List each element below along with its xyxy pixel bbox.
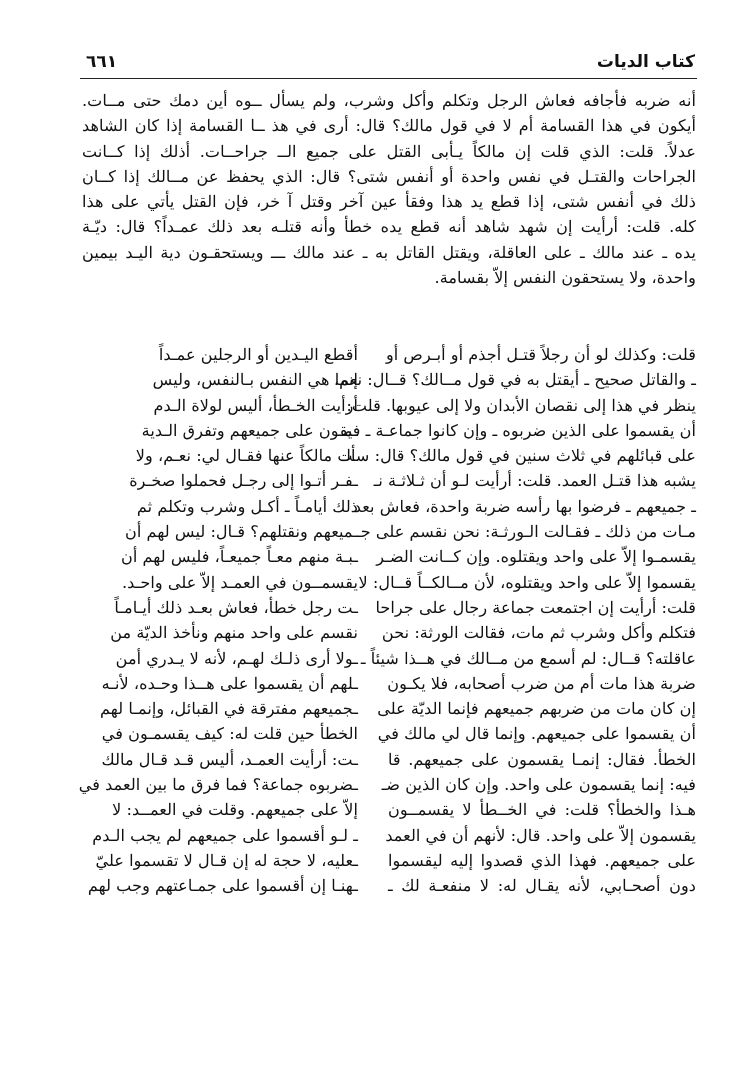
text-line: كله. قلت: أرأيت إن شهد شاهد أنه قطع يده خطأ وأنه قتلـه بعد ذلك عمـداً؟ قال: ديّـة xyxy=(82,217,696,237)
header-divider xyxy=(80,78,697,79)
full-width-paragraph xyxy=(82,88,696,290)
text-line: ـت رجل خطأ، فعاش بعـد ذلك أيـامـاً xyxy=(114,597,358,617)
text-line: ـجميعهم مفترقة في القبائل، وإنمـا لهم xyxy=(100,699,358,719)
text-line: الخطأ. فقال: إنمـا يقسمون على جميعهم. قا xyxy=(388,749,696,769)
text-line: واحدة، ولا يستحقون النفس إلاّ بقسامة. xyxy=(434,268,696,288)
text-line: إلاّ على جميعهم. وقلت في العمــد: لا xyxy=(112,800,358,820)
text-line: أيكون في هذا القسامة أم لا في قول مالك؟ قال: أرى في هذ ــا القسامة إذا كان الشاهد xyxy=(82,116,696,136)
text-line: ـمـون على جميعهم وتفرق الـدية xyxy=(141,420,358,440)
right-column xyxy=(333,342,696,899)
text-line: ـعليه، لا حجة له إن قـال لا تقسموا عليّ xyxy=(95,850,358,870)
text-line: يشبه هذا قتـل العمد. قلت: أرأيت لـو أن ثـلاثـة نـ xyxy=(373,471,696,491)
text-line: يقسمون إلاّ على واحد. قال: لأنهم أن في العمد xyxy=(385,825,696,845)
text-line: يقسمـوا إلاّ على واحد ويقتلوه. وإن كــانت الضـر xyxy=(376,547,696,567)
text-line: أنه ضربه فأجافه فعاش الرجل وتكلم وأكل وشرب، ولم يسأل ــوه أين دمك حتى مــات. xyxy=(82,91,696,110)
text-line: أن يقسموا على جميعهم. وإنما قال لي مالك في xyxy=(377,724,696,744)
text-line: ـ والقاتل صحيح ـ أيقتل به في قول مــالك؟ قــال: نعم، xyxy=(333,370,696,390)
text-line: فيه: إنما يقسمون على واحد. وإن كان الذين ضـ xyxy=(381,775,696,795)
text-line: إن كان مات من ضربهم جميعهم فإنما الديّة على xyxy=(377,699,696,719)
text-line: الجراحات والقتـل في نفس واحدة أو أنفس شتى؟ قال: الذي يحفظ عن مــالك إذا كــان xyxy=(82,166,696,186)
text-line: على جميعهم. فهذا الذي قصدوا إليه ليقسموا xyxy=(388,850,696,870)
text-line: ـلهم أن يقسموا على هــذا وحـده، لأنـه xyxy=(101,673,358,693)
text-line: عاقلته؟ قــال: لم أسمع من مــالك في هــذا شيئاً ـ xyxy=(360,648,696,668)
text-line: ـميعهم ونقتلهم؟ قـال: ليس لهم أن xyxy=(125,522,358,542)
text-line: على قبائلهم في ثلاث سنين في قول مالك؟ قال: سألـ xyxy=(341,446,696,466)
text-line: نقسم على واحد منهم ونأخذ الديّة من xyxy=(110,623,358,643)
text-line: ـت: أرأيت العمـد، أليس قـد قـال مالك xyxy=(101,749,358,769)
text-line: ـت مالكاً عنها فقـال لي: نعـم، ولا xyxy=(135,446,358,466)
text-line: مـات من ذلك ـ فقـالت الـورثـة: نحن نقسم على جـ xyxy=(355,522,696,542)
text-line: ـبـة منهم معـاً جميعـاً، فليس لهم أن xyxy=(121,547,358,567)
text-line: قلت: وكذلك لو أن رجلاً قتـل أجذم أو أبـرص أو xyxy=(385,345,696,364)
left-column xyxy=(78,342,358,899)
text-line: ـولا أرى ذلـك لهـم، لأنه لا يـدري أمن xyxy=(115,648,358,668)
text-line: قلت: أرأيت إن اجتمعت جماعة رجال على جراحا xyxy=(375,597,696,617)
text-line: يقسموا إلاّ على واحد ويقتلوه، لأن مــالكــاً قــال: لا xyxy=(358,572,696,592)
book-title: كتاب الديات xyxy=(596,52,695,72)
text-line: ضربة هذا مات أم من ضرب أصحابه، فلا يكـون xyxy=(387,673,696,693)
text-line: أن يقسموا على الذين ضربوه ـ وإن كانوا جماعـة ـ فيقـ xyxy=(334,420,696,440)
text-line: أقطع اليـدين أو الرجلين عمـداً xyxy=(158,345,358,364)
text-line: الخطأ حين قلت له: كيف يقسمـون في xyxy=(101,724,358,744)
text-line: ينظر في هذا إلى نقصان الأبدان ولا إلى عيوبها. قلت: xyxy=(346,395,696,415)
text-line: إنما هي النفس بـالنفس، وليس xyxy=(152,370,358,390)
page-number: ٦٦١ xyxy=(86,52,118,72)
text-line: يقسمــون في العمـد إلاّ على واحـد. xyxy=(122,572,358,592)
text-line: عدلاً. قلت: الذي قلت إن مالكاً يـأبى القتل على جميع الــ جراحــات. أذلك إذا كــانت xyxy=(82,141,696,161)
text-line: ـهنـا إن أقسموا على جمـاعتهم وجب لهم xyxy=(87,876,358,896)
text-line: هـذا والخطأ؟ قلت: في الخــطأ لا يقسمــون xyxy=(388,800,696,820)
text-line: ـ لـو أقسموا على جميعهم لم يجب الـدم xyxy=(92,825,358,845)
text-line: ـفـر أتـوا إلى رجـل فحملوا صخـرة xyxy=(129,471,358,491)
text-line: دون أصحـابي، لأنه يقـال له: لا منفعـة لك ـ xyxy=(388,876,696,896)
text-line: ـضربوه جماعة؟ فما فرق ما بين العمد في xyxy=(78,775,358,795)
text-line: أرأيت الخـطأ، أليس لولاة الـدم xyxy=(153,395,358,415)
text-line: ـ جميعهم ـ فرضوا بها رأسه ضربة واحدة، فعاش بعد xyxy=(353,496,696,516)
text-line: فتكلم وأكل وشرب ثم مات، فقالت الورثة: نحن xyxy=(381,623,696,643)
text-line: ذلك في أنفس شتى، إذا قطع يد هذا وفقأ عين آخر وقتل آ خر، فإن القتل يأتي على هذا xyxy=(82,192,696,212)
text-line: ذلك أيامـاً ـ أكـل وشرب وتكلم ثم xyxy=(136,496,358,516)
text-line: يده ـ عند مالك ـ على العاقلة، ويقتل القاتل به ـ عند مالك ـــ ويستحقـون دية اليـد بيمين xyxy=(82,242,696,262)
